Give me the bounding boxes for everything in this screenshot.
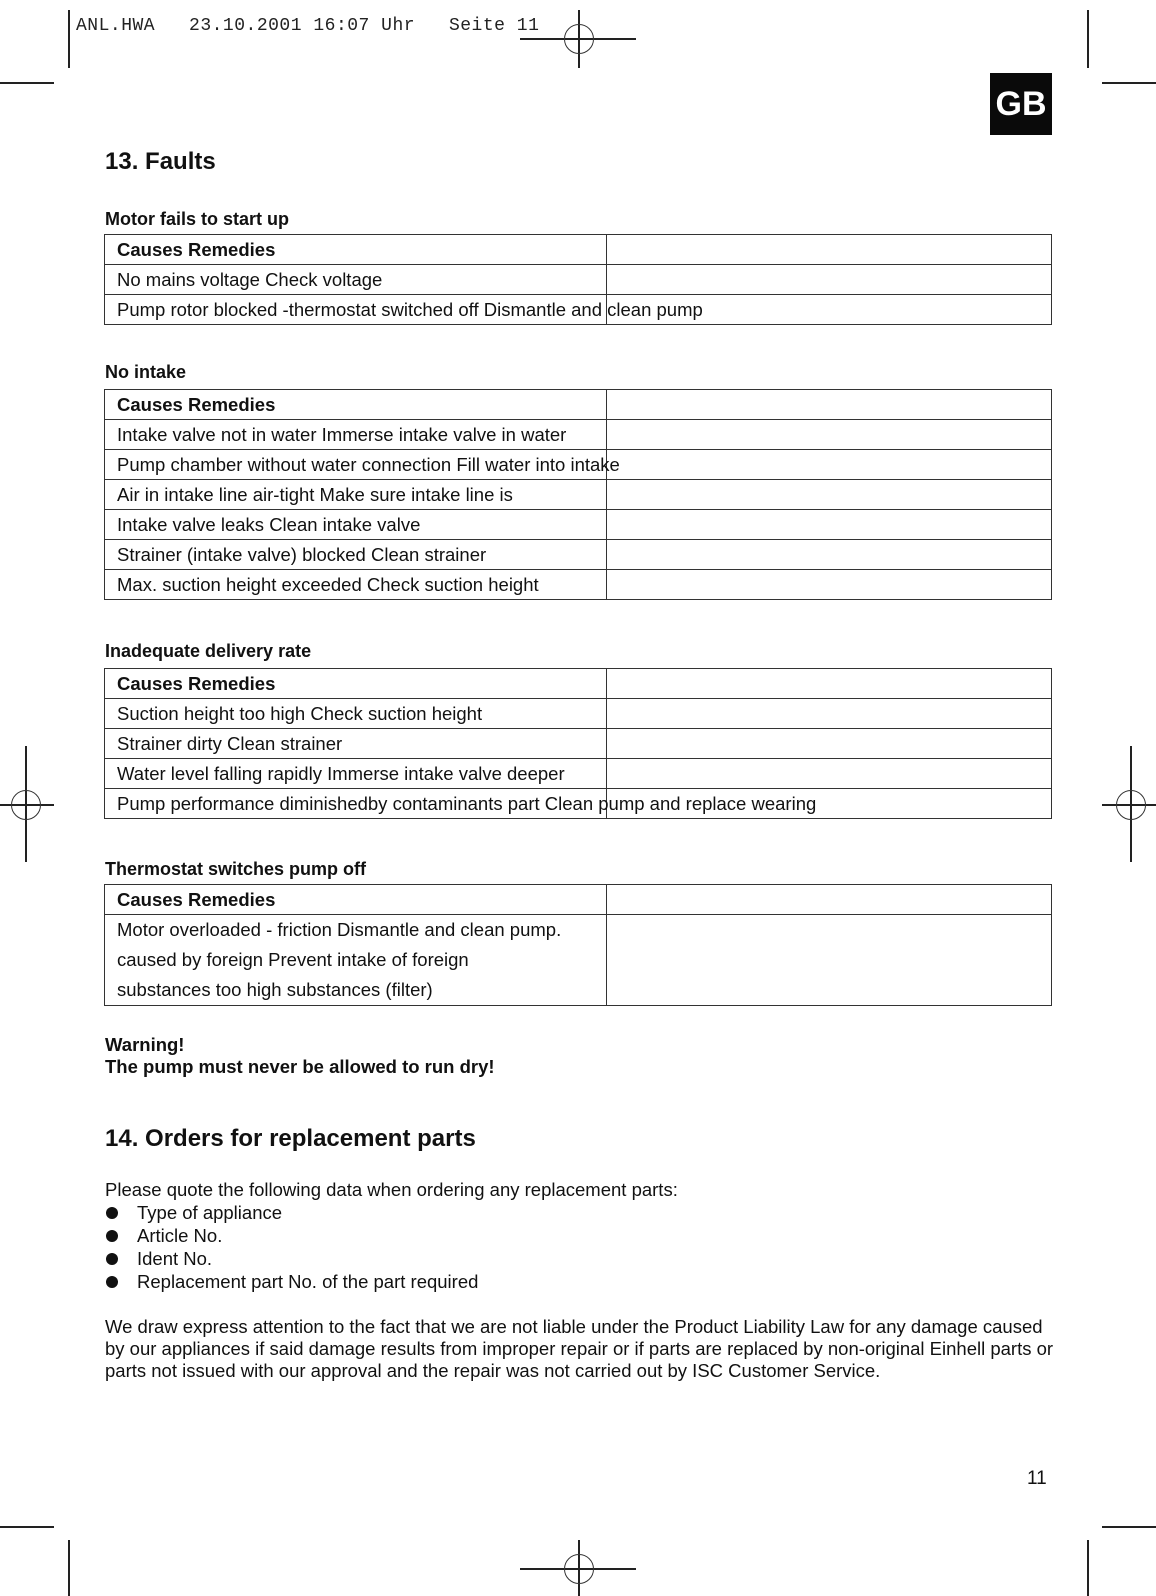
table-row [105, 420, 1052, 450]
replacement-data-list [105, 1201, 478, 1293]
table-row [105, 510, 1052, 540]
warning-title: Warning! [105, 1034, 185, 1055]
table-row [105, 789, 1052, 819]
crop-mark-top-left-v [68, 10, 70, 68]
warning-block [105, 1034, 495, 1078]
crop-mark-bottom-left-h [0, 1526, 54, 1528]
group-heading-inadequate-delivery: Inadequate delivery rate [105, 641, 312, 661]
list-item: Article No. [105, 1224, 478, 1247]
table-cell: Air in intake line air-tight Make sure intake line is [105, 480, 607, 510]
table-header-cell: Causes Remedies [105, 669, 607, 699]
section-13-title: 13. Faults [105, 148, 216, 175]
table-cell: Water level falling rapidly Immerse intake valve deeper [105, 759, 607, 789]
faults-table-thermostat [104, 884, 1052, 1006]
crop-mark-top-right-h [1102, 82, 1156, 84]
list-item: Ident No. [105, 1247, 478, 1270]
group-heading-motor-fails: Motor fails to start up [105, 209, 289, 229]
crop-mark-bottom-left-v [68, 1540, 70, 1596]
table-cell: Pump performance diminishedby contaminants part Clean pump and replace wearing [105, 789, 607, 819]
table-header-cell: Causes Remedies [105, 235, 607, 265]
table-cell: Pump rotor blocked -thermostat switched off Dismantle and clean pump [105, 295, 607, 325]
language-badge: GB [990, 73, 1052, 135]
table-row [105, 480, 1052, 510]
table-row [105, 540, 1052, 570]
list-item: Type of appliance [105, 1201, 478, 1224]
table-cell: Strainer dirty Clean strainer [105, 729, 607, 759]
table-cell-line: Motor overloaded - friction Dismantle and clean pump. [117, 919, 562, 940]
group-heading-no-intake: No intake [105, 362, 187, 382]
table-cell: Suction height too high Check suction height [105, 699, 607, 729]
table-row [105, 915, 1052, 1006]
bullet-icon [106, 1276, 118, 1288]
table-row [105, 570, 1052, 600]
crop-mark-bottom-right-v [1087, 1540, 1089, 1596]
liability-disclaimer: We draw express attention to the fact that we are not liable under the Product Liability Law for any damage caused by our appliances if said damage results from improper repair or if parts are replaced by non-original Einhell parts or parts not issued with our approval and the repair was not carried out by ISC Customer Service. [105, 1316, 1054, 1381]
table-row [105, 450, 1052, 480]
faults-table-motor-fails [104, 234, 1052, 325]
replacement-intro: Please quote the following data when ordering any replacement parts: [105, 1179, 678, 1200]
bullet-icon [106, 1207, 118, 1219]
crop-mark-top-right-v [1087, 10, 1089, 68]
table-row [105, 265, 1052, 295]
table-row [105, 295, 1052, 325]
table-row [105, 759, 1052, 789]
table-row [105, 729, 1052, 759]
table-cell: Intake valve not in water Immerse intake valve in water [105, 420, 607, 450]
table-row [105, 699, 1052, 729]
table-cell: Pump chamber without water connection Fill water into intake [105, 450, 607, 480]
crop-mark-top-left-h [0, 82, 54, 84]
faults-table-inadequate-delivery [104, 668, 1052, 819]
table-header-row [105, 235, 1052, 265]
bullet-icon [106, 1230, 118, 1242]
list-item: Replacement part No. of the part required [105, 1270, 478, 1293]
section-14-title: 14. Orders for replacement parts [105, 1125, 476, 1152]
page-number: 11 [1027, 1468, 1047, 1489]
table-header-cell: Causes Remedies [105, 390, 607, 420]
crop-mark-bottom-right-h [1102, 1526, 1156, 1528]
table-header-row [105, 390, 1052, 420]
table-cell-line: substances too high substances (filter) [117, 979, 433, 1000]
faults-table-no-intake [104, 389, 1052, 600]
table-cell-line: caused by foreign Prevent intake of foreign [117, 949, 469, 970]
table-cell [105, 915, 607, 1006]
table-header-row [105, 669, 1052, 699]
table-cell: No mains voltage Check voltage [105, 265, 607, 295]
table-cell: Strainer (intake valve) blocked Clean strainer [105, 540, 607, 570]
table-cell: Intake valve leaks Clean intake valve [105, 510, 607, 540]
print-header: ANL.HWA 23.10.2001 16:07 Uhr Seite 11 [76, 16, 540, 36]
warning-text: The pump must never be allowed to run dry! [105, 1056, 495, 1077]
bullet-icon [106, 1253, 118, 1265]
group-heading-thermostat: Thermostat switches pump off [105, 859, 367, 879]
table-header-cell: Causes Remedies [105, 885, 607, 915]
table-header-row [105, 885, 1052, 915]
table-cell: Max. suction height exceeded Check suction height [105, 570, 607, 600]
